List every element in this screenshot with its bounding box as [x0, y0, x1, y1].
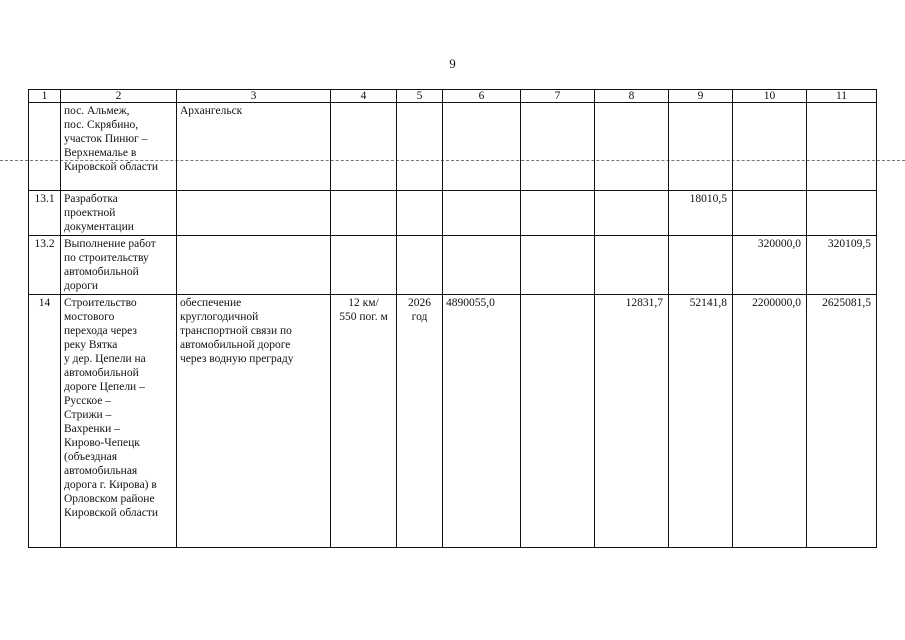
column-number: 3 — [177, 90, 331, 103]
row-number-cell — [29, 103, 61, 191]
amount-cell — [595, 191, 669, 236]
row-number-cell: 13.1 — [29, 191, 61, 236]
cell-line: перехода через — [64, 325, 137, 337]
amount-cell — [669, 103, 733, 191]
cell-line: 2026 — [408, 297, 431, 309]
data-table — [28, 89, 877, 548]
cell-line: Кировской области — [64, 161, 159, 173]
amount-cell — [521, 236, 595, 295]
year-cell — [397, 191, 443, 236]
amount-cell — [595, 103, 669, 191]
capacity-cell — [331, 236, 397, 295]
cell-line: Кирово-Чепецк — [64, 437, 140, 449]
cell-line: обеспечение — [180, 297, 242, 309]
cell-line: участок Пинюг – — [64, 133, 148, 145]
amount-cell: 18010,5 — [669, 191, 733, 236]
cell-line: по строительству — [64, 252, 149, 264]
cost-cell — [443, 191, 521, 236]
amount-cell — [807, 191, 877, 236]
column-number: 9 — [669, 90, 733, 103]
capacity-cell — [331, 295, 397, 548]
table-row — [29, 295, 877, 548]
cell-line: Верхнемалье в — [64, 147, 137, 159]
amount-cell — [595, 236, 669, 295]
cell-line: у дер. Цепели на — [64, 353, 146, 365]
cell-line: дорога г. Кирова) в — [64, 479, 157, 491]
cell-line: проектной — [64, 207, 116, 219]
amount-cell: 2200000,0 — [733, 295, 807, 548]
cell-line: Кировской области — [64, 507, 159, 519]
amount-cell — [521, 295, 595, 548]
capacity-cell — [331, 191, 397, 236]
column-number: 5 — [397, 90, 443, 103]
amount-cell — [521, 191, 595, 236]
row-number-cell: 14 — [29, 295, 61, 548]
cell-line: пос. Скрябино, — [64, 119, 139, 131]
column-number: 2 — [61, 90, 177, 103]
cell-line: (объездная — [64, 451, 118, 463]
year-cell — [397, 236, 443, 295]
object-name-cell — [61, 103, 177, 191]
cell-line: автомобильной дороге — [180, 339, 291, 351]
table-row — [29, 236, 877, 295]
cell-line: Строительство — [64, 297, 137, 309]
column-number: 6 — [443, 90, 521, 103]
amount-cell: 52141,8 — [669, 295, 733, 548]
cost-cell — [443, 236, 521, 295]
cell-line: дороге Цепели – — [64, 381, 145, 393]
cell-line: транспортной связи по — [180, 325, 292, 337]
cost-cell — [443, 103, 521, 191]
year-cell — [397, 103, 443, 191]
cell-line: 12 км/ — [348, 297, 379, 309]
purpose-cell — [177, 103, 331, 191]
column-number: 1 — [29, 90, 61, 103]
amount-cell — [669, 236, 733, 295]
object-name-cell — [61, 236, 177, 295]
cell-line: автомобильная — [64, 465, 138, 477]
row-number-cell: 13.2 — [29, 236, 61, 295]
table-row — [29, 103, 877, 191]
amount-cell: 320000,0 — [733, 236, 807, 295]
column-number: 7 — [521, 90, 595, 103]
column-number-row — [29, 90, 877, 103]
amount-cell — [807, 103, 877, 191]
cell-line: автомобильной — [64, 266, 139, 278]
object-name-cell — [61, 191, 177, 236]
cell-line: мостового — [64, 311, 115, 323]
cell-line: Вахренки – — [64, 423, 120, 435]
cell-line: автомобильной — [64, 367, 139, 379]
page-number: 9 — [449, 56, 456, 71]
purpose-cell — [177, 191, 331, 236]
cell-line: Разработка — [64, 193, 118, 205]
purpose-cell — [177, 295, 331, 548]
amount-cell: 12831,7 — [595, 295, 669, 548]
cell-line: дороги — [64, 280, 98, 292]
cell-line: 550 пог. м — [339, 311, 388, 323]
cell-line: Орловском районе — [64, 493, 155, 505]
cell-line: документации — [64, 221, 134, 233]
year-cell — [397, 295, 443, 548]
object-name-cell — [61, 295, 177, 548]
capacity-cell — [331, 103, 397, 191]
cell-line: круглогодичной — [180, 311, 259, 323]
cell-line: Стрижи – — [64, 409, 112, 421]
table-row — [29, 191, 877, 236]
amount-cell: 320109,5 — [807, 236, 877, 295]
cost-cell: 4890055,0 — [443, 295, 521, 548]
column-number: 11 — [807, 90, 877, 103]
column-number: 4 — [331, 90, 397, 103]
purpose-cell — [177, 236, 331, 295]
column-number: 8 — [595, 90, 669, 103]
cell-line: через водную преграду — [180, 353, 294, 365]
amount-cell — [733, 103, 807, 191]
cell-line: год — [411, 311, 428, 323]
cell-line: Русское – — [64, 395, 111, 407]
cell-line: Архангельск — [180, 105, 243, 117]
column-number: 10 — [733, 90, 807, 103]
cell-line: пос. Альмеж, — [64, 105, 130, 117]
amount-cell — [733, 191, 807, 236]
cell-line: реку Вятка — [64, 339, 118, 351]
amount-cell: 2625081,5 — [807, 295, 877, 548]
cell-line: Выполнение работ — [64, 238, 156, 250]
amount-cell — [521, 103, 595, 191]
